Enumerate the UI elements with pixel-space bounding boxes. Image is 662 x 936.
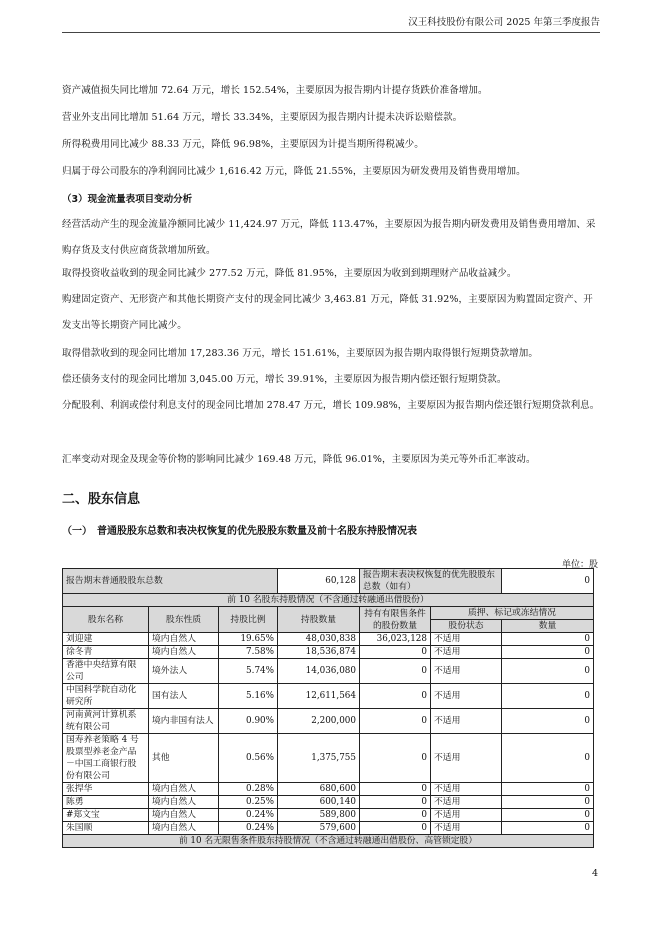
paragraph-net-profit: 归属于母公司股东的净利润同比减少 1,616.42 万元，降低 21.55%，主要原因为研发费用及销售费用增加。 [62,166,526,177]
pledge-quantity: 0 [502,659,594,684]
shareholding-ratio: 7.58% [219,646,278,659]
shareholder-rows [63,633,594,835]
table-row [63,783,594,796]
shareholder-nature: 境内非国有法人 [149,709,219,734]
shares-held: 18,536,874 [278,646,360,659]
restricted-shares: 0 [360,783,431,796]
col-pledge-status-header: 股份状态 [431,620,502,633]
shareholding-ratio: 0.28% [219,783,278,796]
paragraph-borrowings: 取得借款收到的现金同比增加 17,283.36 万元，增长 151.61%，主要原因为报告期内取得银行短期贷款增加。 [62,348,538,359]
shareholder-name: 刘迎建 [63,633,149,646]
paragraph-impairment: 资产减值损失同比增加 72.64 万元，增长 152.54%，主要原因为报告期内计提存货跌价准备增加。 [62,85,488,96]
pledge-quantity: 0 [502,633,594,646]
shareholder-nature: 境内自然人 [149,633,219,646]
header-row [63,607,594,620]
shareholder-name: 香港中央结算有限公司 [63,659,149,684]
shareholding-ratio: 19.65% [219,633,278,646]
shareholder-table-title: （一） 普通股股东总数和表决权恢复的优先股股东数量及前十名股东持股情况表 [62,526,417,537]
top10-caption: 前 10 名股东持股情况（不含通过转融通出借股份） [63,594,594,607]
shares-held: 589,800 [278,809,360,822]
shareholder-nature: 国有法人 [149,684,219,709]
pledge-quantity: 0 [502,783,594,796]
shareholder-name: 河南黄河计算机系统有限公司 [63,709,149,734]
shareholder-name: 中国科学院自动化研究所 [63,684,149,709]
col-pledge-group-header: 质押、标记或冻结情况 [431,607,594,620]
pledge-status: 不适用 [431,633,502,646]
shareholding-ratio: 0.24% [219,822,278,835]
pledge-status: 不适用 [431,659,502,684]
summary-label-total: 报告期末普通股股东总数 [63,569,278,594]
shareholder-nature: 境内自然人 [149,796,219,809]
restricted-shares: 0 [360,646,431,659]
pledge-quantity: 0 [502,709,594,734]
pledge-status: 不适用 [431,734,502,783]
col-restricted-header: 持有有限售条件的股份数量 [360,607,431,633]
table-row [63,633,594,646]
shareholder-name: 陈勇 [63,796,149,809]
paragraph-fixed-assets: 购建固定资产、无形资产和其他长期资产支付的现金同比减少 3,463.81 万元，降低 31.92%，主要原因为购置固定资产、开发支出等长期资产同比减少。 [62,294,593,331]
restricted-shares: 36,023,128 [360,633,431,646]
shares-held: 1,375,755 [278,734,360,783]
restricted-shares: 0 [360,659,431,684]
pledge-quantity: 0 [502,809,594,822]
shareholder-name: 徐冬青 [63,646,149,659]
table-row [63,646,594,659]
shares-held: 48,030,838 [278,633,360,646]
section-title-shareholders: 二、股东信息 [62,492,141,507]
paragraph-nonoperating: 营业外支出同比增加 51.64 万元，增长 33.34%，主要原因为报告期内计提未决诉讼赔偿款。 [62,112,463,123]
pledge-quantity: 0 [502,734,594,783]
col-nature-header: 股东性质 [149,607,219,633]
shareholder-table [62,568,594,848]
shareholder-name: 国寿养老策略 4 号股票型养老金产品－中国工商银行股份有限公司 [63,734,149,783]
shareholder-nature: 境内自然人 [149,646,219,659]
pledge-quantity: 0 [502,646,594,659]
pledge-status: 不适用 [431,796,502,809]
paragraph-debt-repayment: 偿还债务支付的现金同比增加 3,045.00 万元，增长 39.91%，主要原因为报告期内偿还银行短期贷款。 [62,374,507,385]
table-row [63,709,594,734]
caption-row [63,594,594,607]
restricted-shares: 0 [360,809,431,822]
table-row [63,796,594,809]
table-row [63,659,594,684]
shares-held: 2,200,000 [278,709,360,734]
paragraph-exchange-rate: 汇率变动对现金及现金等价物的影响同比减少 169.48 万元，降低 96.01%，主要原因为美元等外币汇率波动。 [62,454,536,465]
shareholder-name: 张捍华 [63,783,149,796]
summary-value-preferred: 0 [502,569,594,594]
pledge-status: 不适用 [431,709,502,734]
pledge-status: 不适用 [431,646,502,659]
restricted-shares: 0 [360,684,431,709]
shareholding-ratio: 5.74% [219,659,278,684]
shareholder-nature: 境外法人 [149,659,219,684]
shareholding-ratio: 0.56% [219,734,278,783]
top10-unrestricted-caption: 前 10 名无限售条件股东持股情况（不含通过转融通出借股份、高管锁定股） [63,835,594,848]
shareholder-name: 朱国顺 [63,822,149,835]
col-pledge-qty-header: 数量 [502,620,594,633]
col-shares-header: 持股数量 [278,607,360,633]
shareholding-ratio: 0.25% [219,796,278,809]
restricted-shares: 0 [360,796,431,809]
paragraph-income-tax: 所得税费用同比减少 88.33 万元，降低 96.98%，主要原因为计提当期所得税减少。 [62,139,424,150]
shareholder-nature: 境内自然人 [149,783,219,796]
shareholder-name: #郑文宝 [63,809,149,822]
shares-held: 579,600 [278,822,360,835]
pledge-quantity: 0 [502,684,594,709]
caption-row-unrestricted [63,835,594,848]
cashflow-heading: （3）现金流量表项目变动分析 [62,194,193,205]
shares-held: 12,611,564 [278,684,360,709]
shareholding-ratio: 0.24% [219,809,278,822]
table-row [63,734,594,783]
table-row [63,822,594,835]
pledge-quantity: 0 [502,822,594,835]
page-header-title: 汉王科技股份有限公司 2025 年第三季度报告 [408,17,600,28]
paragraph-investment-income: 取得投资收益收到的现金同比减少 277.52 万元，降低 81.95%，主要原因为收到到期理财产品收益减少。 [62,268,517,279]
header-divider [62,32,600,33]
shareholding-ratio: 5.16% [219,684,278,709]
pledge-status: 不适用 [431,783,502,796]
table-row [63,809,594,822]
summary-label-preferred: 报告期末表决权恢复的优先股股东总数（如有） [360,569,502,594]
restricted-shares: 0 [360,822,431,835]
shares-held: 600,140 [278,796,360,809]
shares-held: 14,036,080 [278,659,360,684]
pledge-status: 不适用 [431,809,502,822]
restricted-shares: 0 [360,709,431,734]
shares-held: 680,600 [278,783,360,796]
shareholder-nature: 境内自然人 [149,822,219,835]
pledge-quantity: 0 [502,796,594,809]
shareholder-nature: 其他 [149,734,219,783]
shareholder-nature: 境内自然人 [149,809,219,822]
restricted-shares: 0 [360,734,431,783]
paragraph-dividends-interest: 分配股利、利润或偿付利息支付的现金同比增加 278.47 万元，增长 109.98%，主要原因为报告期内偿还银行短期贷款利息。 [62,400,600,411]
table-row [63,684,594,709]
shareholding-ratio: 0.90% [219,709,278,734]
col-name-header: 股东名称 [63,607,149,633]
summary-row [63,569,594,594]
pledge-status: 不适用 [431,684,502,709]
pledge-status: 不适用 [431,822,502,835]
col-ratio-header: 持股比例 [219,607,278,633]
paragraph-operating-cash: 经营活动产生的现金流量净额同比减少 11,424.97 万元，降低 113.47%，主要原因为报告期内研发费用及销售费用增加、采购存货及支付供应商货款增加所致。 [62,219,596,256]
page-number: 4 [591,868,598,879]
unit-label: 单位：股 [561,560,598,570]
summary-value-total: 60,128 [278,569,360,594]
